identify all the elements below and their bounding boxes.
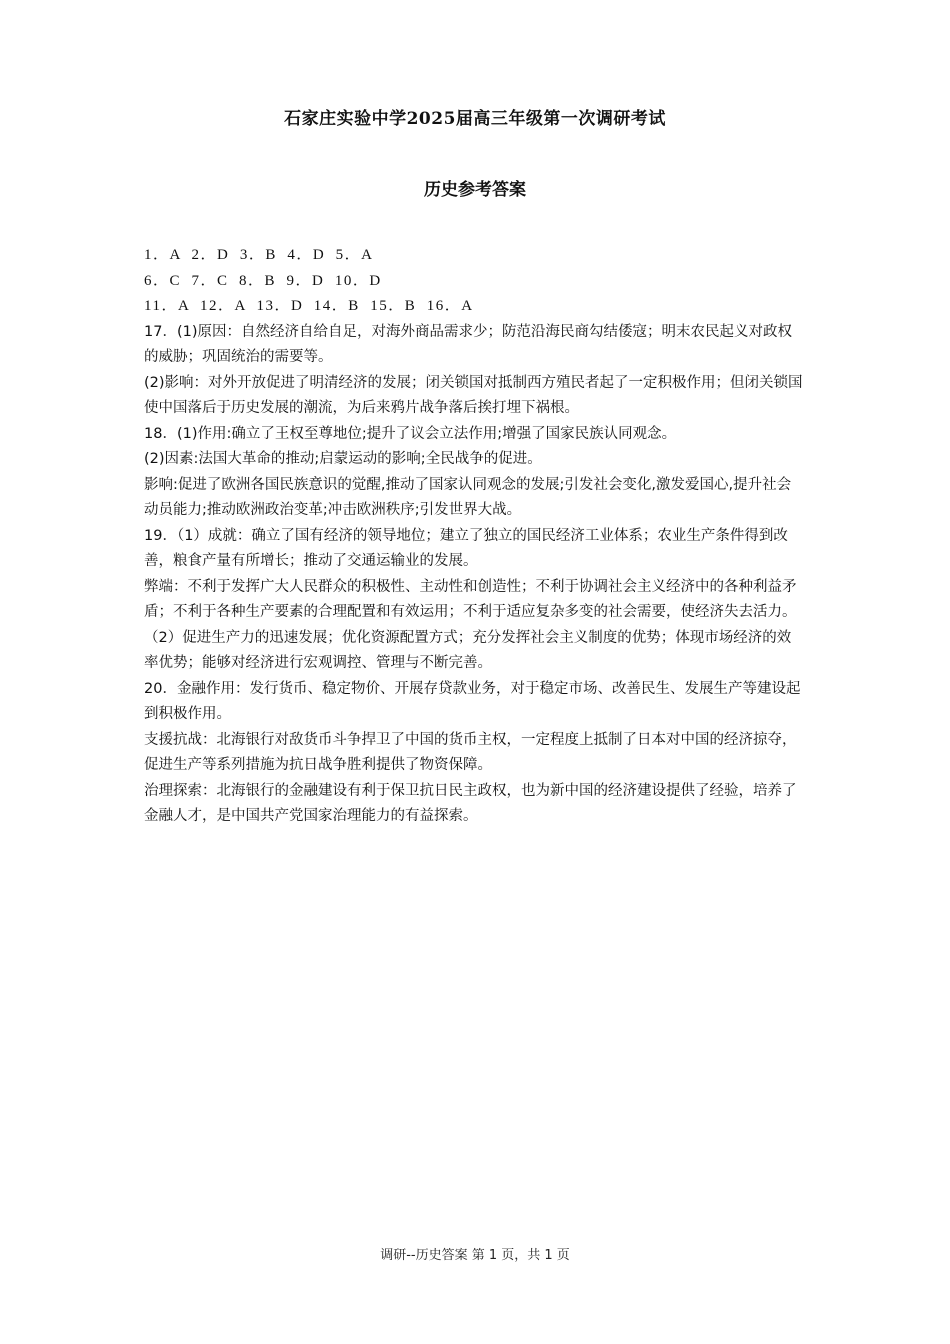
- document-subtitle: 历史参考答案: [424, 180, 526, 200]
- q20-war-support: 支援抗战：北海银行对敌货币斗争捍卫了中国的货币主权，一定程度上抵制了日本对中国的经济掠夺，促进生产等系列措施为抗日战争胜利提供了物资保障。: [144, 731, 797, 773]
- mc-answers-line-1: 1．A 2．D 3．B 4．D 5．A: [144, 247, 374, 263]
- q19-part1: 19．（1）成就：确立了国有经济的领导地位；建立了独立的国民经济工业体系；农业生产条件得到改善，粮食产量有所增长；推动了交通运输业的发展。: [144, 527, 788, 569]
- q20-governance: 治理探索：北海银行的金融建设有利于保卫抗日民主政权，也为新中国的经济建设提供了经验，培养了金融人才，是中国共产党国家治理能力的有益探索。: [144, 782, 797, 824]
- q19-part2: （2）促进生产力的迅速发展；优化资源配置方式；充分发挥社会主义制度的优势；体现市场经济的效率优势；能够对经济进行宏观调控、管理与不断完善。: [144, 629, 792, 671]
- q18-part1: 18．(1)作用:确立了王权至尊地位;提升了议会立法作用;增强了国家民族认同观念。: [144, 425, 677, 442]
- q17-part1: 17．(1)原因：自然经济自给自足，对海外商品需求少；防范沿海民商勾结倭寇；明末农民起义对政权的威胁；巩固统治的需要等。: [144, 323, 792, 365]
- document-title: 石家庄实验中学2025届高三年级第一次调研考试: [284, 109, 666, 129]
- q18-part2: (2)因素:法国大革命的推动;启蒙运动的影响;全民战争的促进。: [144, 451, 542, 467]
- q19-drawbacks: 弊端：不利于发挥广大人民群众的积极性、主动性和创造性；不利于协调社会主义经济中的各种利益矛盾；不利于各种生产要素的合理配置和有效运用；不利于适应复杂多变的社会需要，使经济失去活力。: [144, 578, 797, 620]
- answer-body: [144, 243, 804, 830]
- q17-part2: (2)影响：对外开放促进了明清经济的发展；闭关锁国对抵制西方殖民者起了一定积极作用；但闭关锁国使中国落后于历史发展的潮流，为后来鸦片战争落后挨打埋下祸根。: [144, 374, 803, 416]
- mc-answers-line-3: 11．A 12．A 13．D 14．B 15．B 16．A: [144, 298, 474, 314]
- q18-impact: 影响:促进了欧洲各国民族意识的觉醒,推动了国家认同观念的发展;引发社会变化,激发爱国心,提升社会动员能力;推动欧洲政治变革;冲击欧洲秩序;引发世界大战。: [144, 476, 792, 518]
- mc-answers-line-2: 6．C 7．C 8．B 9．D 10．D: [144, 272, 382, 289]
- page-footer: 调研--历史答案 第 1 页，共 1 页: [380, 1248, 570, 1263]
- q20-financial-role: 20．金融作用：发行货币、稳定物价、开展存贷款业务，对于稳定市场、改善民生、发展生产等建设起到积极作用。: [144, 680, 801, 722]
